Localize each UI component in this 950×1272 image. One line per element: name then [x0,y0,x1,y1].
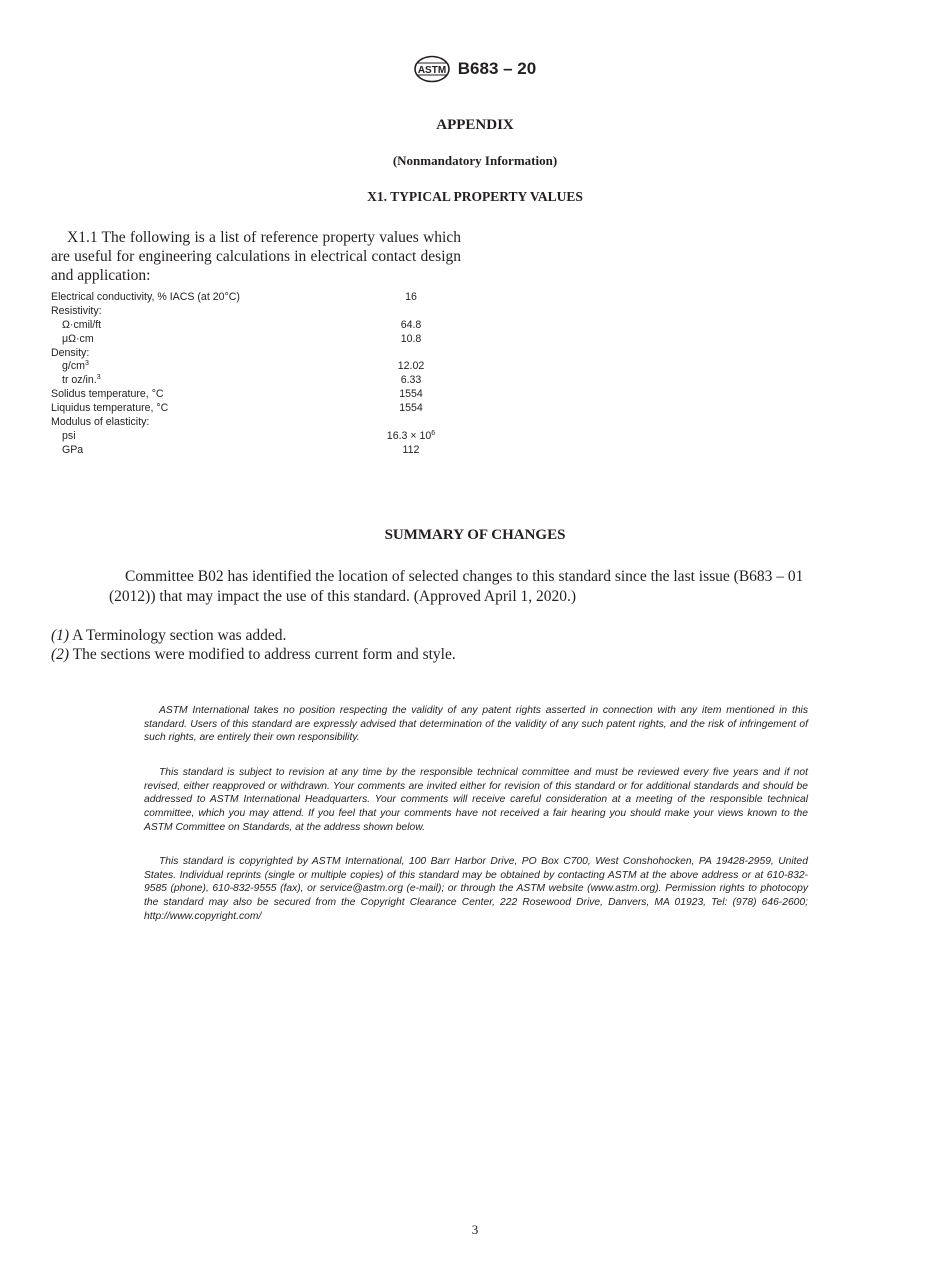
property-label: μΩ·cm [62,332,94,345]
property-row [51,333,451,347]
property-value: 10.8 [400,332,422,345]
property-value: 16 [405,291,417,303]
copyright-notice: This standard is copyrighted by ASTM International, 100 Barr Harbor Drive, PO Box C700, West Conshohocken, PA 19428-2959, United States. Individual reprints (single or multiple copies) of this standard may be obtained by contacting ASTM at the above address or at 610-832-9585 (phone), 610-832-9555 (fax), or service@astm.org (e-mail); or through the ASTM website (www.astm.org). Permission rights to photocopy the standard may also be secured from the Copyright Clearance Center, 222 Rosewood Drive, Danvers, MA 01923, Tel: (978) 646-2600; http://www.copyright.com/ [144,856,808,922]
property-row [51,305,451,319]
summary-title: SUMMARY OF CHANGES [384,527,566,543]
property-label: Electrical conductivity, % IACS (at 20°C) [51,291,240,303]
property-row [51,374,451,388]
property-table [51,291,451,458]
change-number: (1) [51,627,70,644]
property-row [51,402,451,416]
property-row [51,347,451,361]
property-value: 12.02 [397,360,425,373]
change-text: A Terminology section was added. [69,627,287,644]
property-label: Density: [51,346,90,359]
section-title: X1. TYPICAL PROPERTY VALUES [367,189,583,204]
property-label: Ω·cmil/ft [62,318,102,331]
appendix-subtitle: (Nonmandatory Information) [392,153,558,168]
change-number: (2) [51,645,70,663]
property-row [51,388,451,402]
patent-notice: ASTM International takes no position respecting the validity of any patent rights asserted in connection with any item mentioned in this standard. Users of this standard are expressly advised that determination of the validity of any such patent rights, and the risk of infringement of such rights, are entirely their own responsibility. [144,705,808,744]
property-row [51,360,451,374]
superscript: 6 [431,429,436,437]
change-text: The sections were modified to address current form and style. [69,645,456,663]
summary-intro: Committee B02 has identified the location of selected changes to this standard since the last issue (B683 – 01 (2012)) that may impact the use of this standard. (Approved April 1, 2020.) [109,568,804,605]
property-row [51,416,451,430]
property-row [51,319,451,333]
revision-notice: This standard is subject to revision at any time by the responsible technical committee and must be reviewed every five years and if not revised, either reapproved or withdrawn. Your comments are invited either for revision of this standard or for additional standards and should be addressed to ASTM International Headquarters. Your comments will receive careful consideration at a meeting of the responsible technical committee, which you may attend. If you feel that your comments have not received a fair hearing you should make your views known to the ASTM Committee on Standards, at the address shown below. [144,767,808,833]
property-value: 64.8 [400,318,422,331]
standard-designation: B683 – 20 [457,59,537,78]
svg-text:ASTM: ASTM [417,65,446,76]
property-label: Resistivity: [51,304,102,317]
property-row [51,430,451,444]
astm-logo [414,55,450,83]
property-label: Solidus temperature, °C [51,388,164,401]
property-label: psi [62,429,76,442]
property-row [51,291,451,305]
property-label: $g/cm^3$ [62,360,89,373]
superscript: 3 [84,360,89,368]
property-label: Modulus of elasticity: [51,416,150,429]
property-label: GPa [62,443,84,456]
change-item [51,646,461,665]
property-value: 1554 [399,388,423,401]
property-value: $16.3 \times 10^6$ [386,429,436,442]
intro-paragraph: X1.1 The following is a list of reference property values which are useful for engineering calculations in electrical contact design and application: [51,229,461,284]
property-value: 1554 [399,402,423,415]
property-label: tr oz/in.$^3$ [62,374,101,387]
page-number: 3 [471,1222,479,1237]
property-row [51,444,451,458]
appendix-title: APPENDIX [436,117,514,133]
property-value: 112 [402,443,420,456]
superscript: 3 [96,374,101,382]
property-label: Liquidus temperature, °C [51,402,169,415]
changes-list [51,627,461,664]
change-item [51,627,461,646]
page-header [0,54,950,84]
property-value: 6.33 [400,374,422,387]
